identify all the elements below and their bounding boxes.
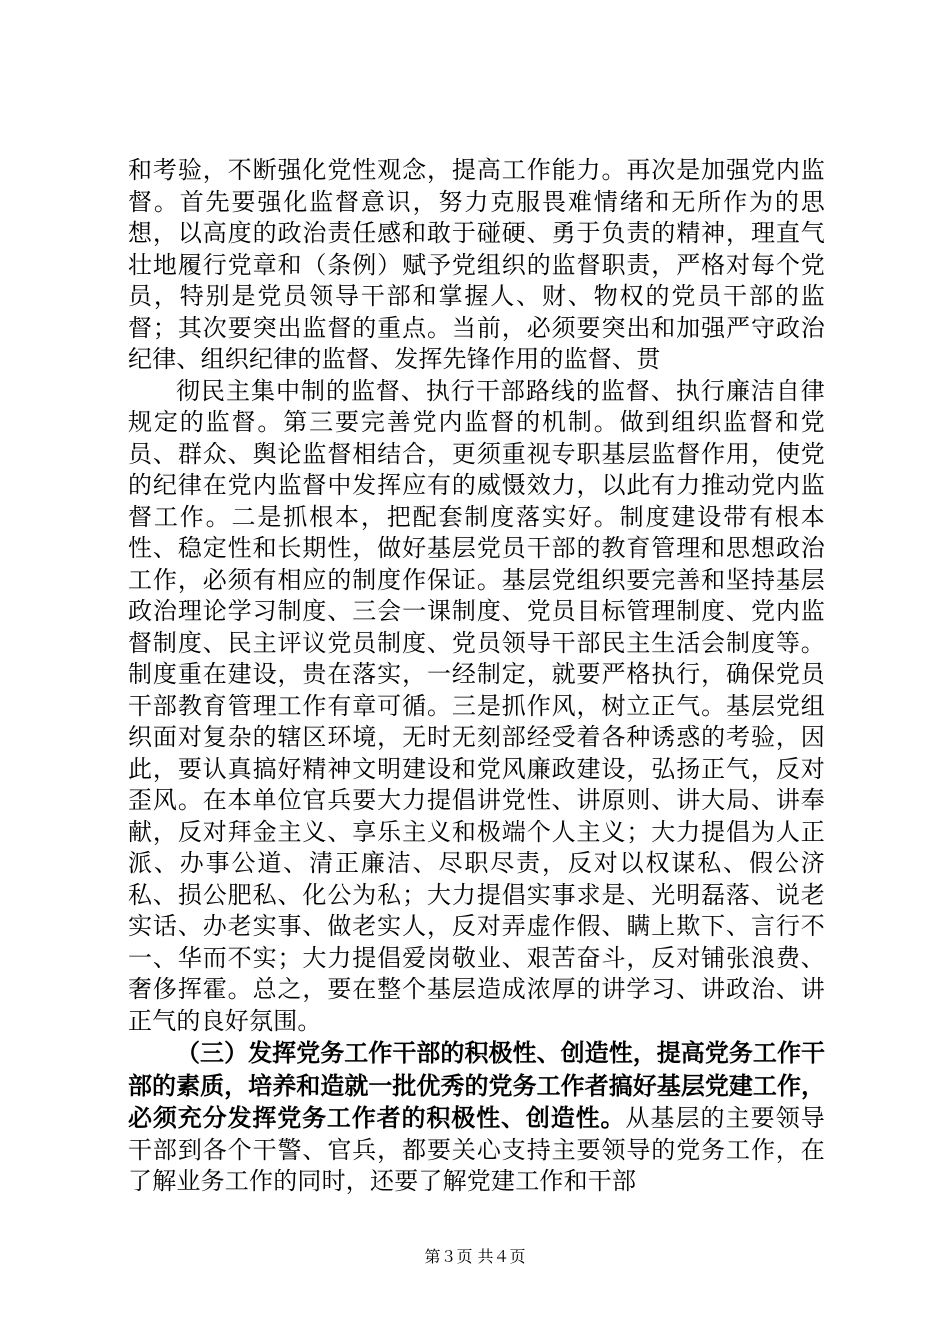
section-heading-3: （三）发挥党务工作干部的积极性、创造性，提高党务工作干部的素质，培养和造就一批优秀的党务工作者搞好基层党建工作，必须充分发挥党务工作者的积极性、创造性。: [128, 1038, 825, 1132]
paragraph-1: 和考验，不断强化党性观念，提高工作能力。再次是加强党内监督。首先要强化监督意识，努力克服畏难情绪和无所作为的思想，以高度的政治责任感和敢于碰硬、勇于负责的精神，理直气壮地履行党章和（条例）赋予党组织的监督职责，严格对每个党员，特别是党员领导干部和掌握人、财、物权的党员干部的监督；其次要突出监督的重点。当前，必须要突出和加强严守政治纪律、组织纪律的监督、发挥先锋作用的监督、贯: [128, 156, 825, 373]
document-body: [128, 155, 825, 1198]
paragraph-2: 彻民主集中制的监督、执行干部路线的监督、执行廉洁自律规定的监督。第三要完善党内监督的机制。做到组织监督和党员、群众、舆论监督相结合，更须重视专职基层监督作用，使党的纪律在党内监督中发挥应有的威慑效力，以此有力推动党内监督工作。二是抓根本，把配套制度落实好。制度建设带有根本性、稳定性和长期性，做好基层党员干部的教育管理和思想政治工作，必须有相应的制度作保证。基层党组织要完善和坚持基层政治理论学习制度、三会一课制度、党员目标管理制度、党内监督制度、民主评议党员制度、党员领导干部民主生活会制度等。制度重在建设，贵在落实，一经制定，就要严格执行，确保党员干部教育管理工作有章可循。三是抓作风，树立正气。基层党组织面对复杂的辖区环境，无时无刻部经受着各种诱惑的考验，因此，要认真搞好精神文明建设和党风廉政建设，弘扬正气，反对歪风。在本单位官兵要大力提倡讲党性、讲原则、讲大局、讲奉献，反对拜金主义、享乐主义和极端个人主义；大力提倡为人正派、办事公道、清正廉洁、尽职尽责，反对以权谋私、假公济私、损公肥私、化公为私；大力提倡实事求是、光明磊落、说老实话、办老实事、做老实人，反对弄虚作假、瞒上欺下、言行不一、华而不实；大力提倡爱岗敬业、艰苦奋斗，反对铺张浪费、奢侈挥霍。总之，要在整个基层造成浓厚的讲学习、讲政治、讲正气的良好氛围。: [128, 376, 825, 1035]
paragraph-3: [128, 1037, 825, 1198]
page-number-footer: 第３页 共４页: [424, 1247, 526, 1266]
paragraph-3-body: 从基层的主要领导干部到各个干警、官兵，都要关心支持主要领导的党务工作，在了解业务工作的同时，还要了解党建工作和干部: [128, 1104, 825, 1195]
